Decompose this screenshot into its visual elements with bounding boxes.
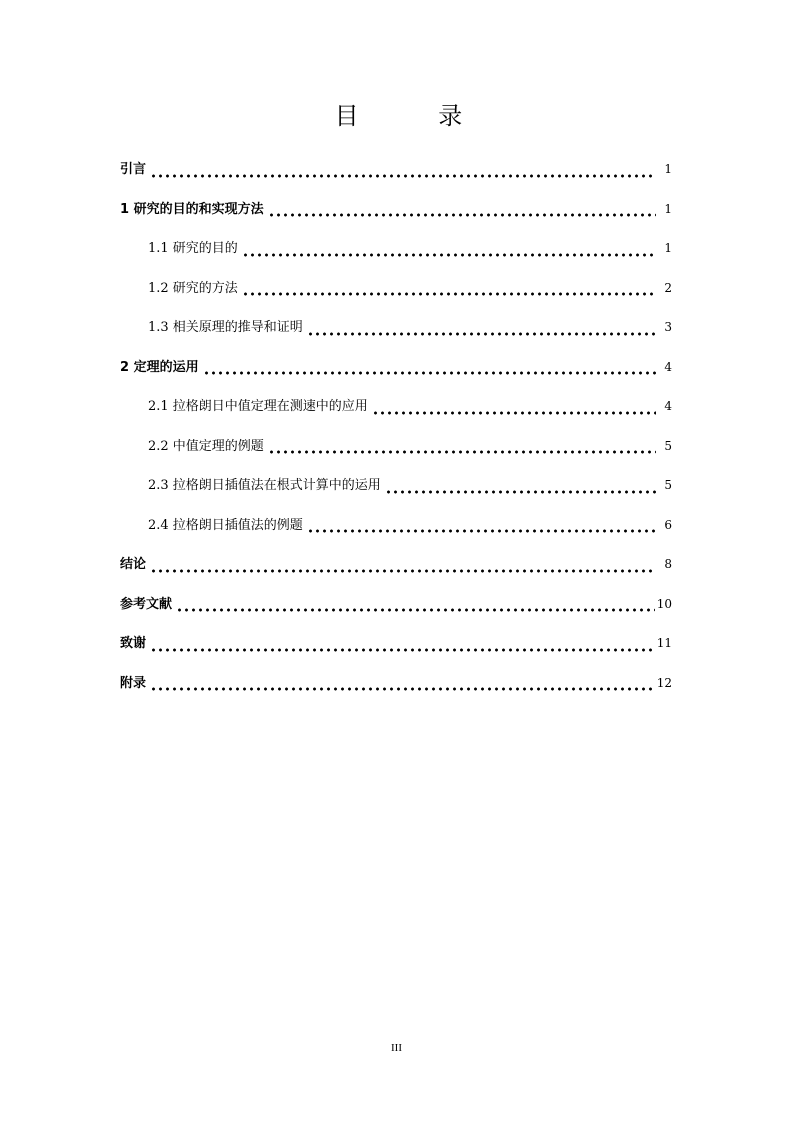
toc-entry-chapter-2[interactable] — [120, 353, 672, 393]
toc-entry-page: 3 — [664, 320, 672, 334]
toc-entry-acknowledgements[interactable] — [120, 629, 672, 669]
toc-entry-label: 1.1 研究的目的 — [148, 241, 238, 256]
toc-dot-leader — [150, 644, 655, 656]
toc-entry-page: 12 — [656, 675, 672, 690]
toc-entry-page: 2 — [664, 280, 672, 295]
toc-entry-section-1-3[interactable] — [120, 313, 672, 353]
toc-dot-leader — [307, 328, 656, 340]
toc-dot-leader — [242, 288, 656, 300]
toc-entry-label: 引言 — [120, 162, 147, 177]
toc-dot-leader — [372, 407, 656, 419]
toc-dot-leader — [268, 209, 656, 221]
toc-dot-leader — [268, 446, 656, 458]
toc-entry-section-2-4[interactable] — [120, 511, 672, 551]
toc-entry-page: 4 — [664, 399, 672, 413]
toc-dot-leader — [242, 249, 656, 261]
toc-entry-label: 参考文献 — [120, 596, 173, 612]
toc-entry-conclusion[interactable] — [120, 550, 672, 590]
toc-dot-leader — [150, 683, 655, 695]
toc-entry-page: 1 — [664, 241, 672, 255]
toc-entry-label: 附录 — [120, 675, 147, 691]
toc-dot-leader — [203, 367, 656, 379]
page-title: 目 录 — [334, 102, 499, 130]
toc-entry-page: 6 — [664, 517, 672, 532]
page-number: III — [391, 1042, 402, 1054]
toc-entry-introduction[interactable] — [120, 155, 672, 195]
toc-entry-section-1-1[interactable] — [120, 234, 672, 274]
toc-entry-references[interactable] — [120, 590, 672, 630]
toc-dot-leader — [176, 604, 655, 616]
toc-entry-page: 4 — [664, 359, 672, 374]
toc-entry-label: 1.2 研究的方法 — [148, 280, 238, 296]
toc-entry-page: 1 — [664, 201, 672, 216]
toc-entry-section-2-3[interactable] — [120, 471, 672, 511]
toc-entry-page: 10 — [656, 596, 672, 611]
toc-dot-leader — [307, 525, 656, 537]
toc-entry-label: 2 定理的运用 — [120, 359, 199, 375]
toc-entry-section-2-2[interactable] — [120, 432, 672, 472]
toc-entry-page: 1 — [664, 162, 672, 176]
toc-entry-label: 致谢 — [120, 636, 147, 651]
toc-entry-page: 11 — [656, 636, 672, 650]
toc-dot-leader — [385, 486, 656, 498]
toc-entry-label: 2.2 中值定理的例题 — [148, 438, 264, 454]
toc-entry-page: 8 — [664, 557, 672, 571]
toc-entry-label: 2.4 拉格朗日插值法的例题 — [148, 517, 303, 533]
toc-entry-label: 2.3 拉格朗日插值法在根式计算中的运用 — [148, 478, 381, 493]
toc-entry-section-1-2[interactable] — [120, 274, 672, 314]
toc-dot-leader — [150, 565, 656, 577]
toc-entry-label: 2.1 拉格朗日中值定理在测速中的应用 — [148, 399, 368, 414]
table-of-contents — [120, 155, 672, 708]
toc-entry-chapter-1[interactable] — [120, 195, 672, 235]
toc-entry-section-2-1[interactable] — [120, 392, 672, 432]
toc-entry-page: 5 — [664, 478, 672, 492]
toc-entry-appendix[interactable] — [120, 669, 672, 709]
toc-dot-leader — [150, 170, 656, 182]
toc-entry-label: 1.3 相关原理的推导和证明 — [148, 320, 303, 335]
toc-entry-label: 1 研究的目的和实现方法 — [120, 201, 264, 217]
toc-entry-page: 5 — [664, 438, 672, 453]
toc-entry-label: 结论 — [120, 557, 147, 572]
